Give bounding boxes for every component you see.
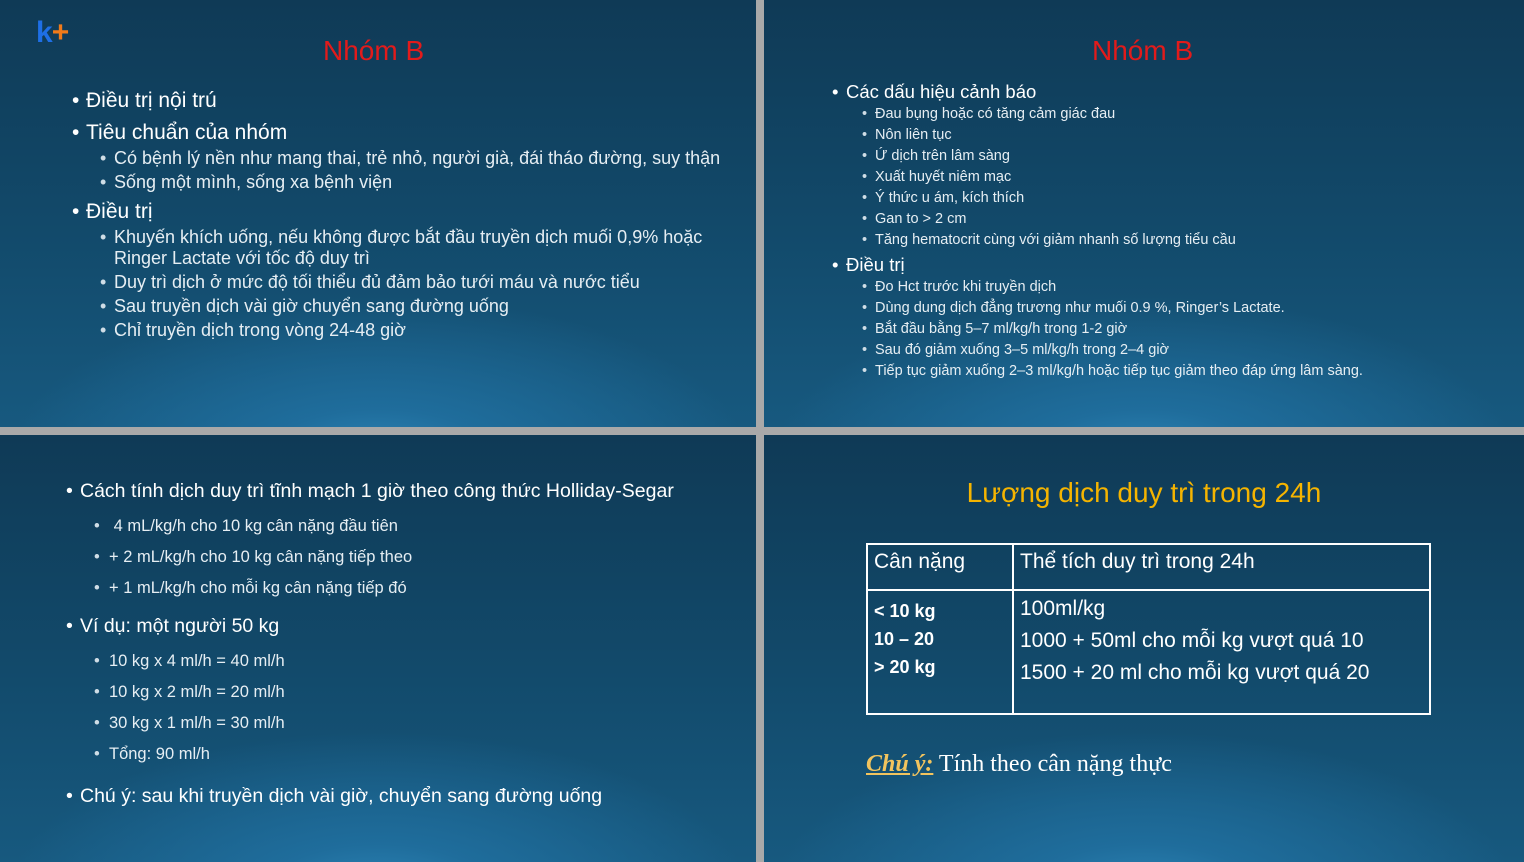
- sub-list: [875, 277, 1506, 382]
- bullet-list: [86, 88, 726, 347]
- sub-list: [114, 227, 726, 341]
- sub-list: [109, 511, 750, 604]
- weight-range: < 10 kg: [874, 601, 936, 621]
- volume-rule: 1000 + 50ml cho mỗi kg vượt quá 10: [1020, 629, 1364, 652]
- sub-item: • 10 kg x 2 ml/h = 20 ml/h: [109, 677, 750, 708]
- slide-group-b-treatment: [0, 0, 756, 427]
- weight-range: > 20 kg: [874, 657, 936, 677]
- sub-item: • Sau đó giảm xuống 3–5 ml/kg/h trong 2–4 giờ: [875, 340, 1506, 361]
- slide-holliday-segar: [0, 435, 756, 862]
- sub-list: [114, 148, 726, 193]
- bullet-list: [80, 478, 750, 809]
- slide-title: Lượng dịch duy trì trong 24h: [966, 477, 1322, 508]
- list-item: • Cách tính dịch duy trì tĩnh mạch 1 giờ theo công thức Holliday-Segar • 4 mL/kg/h cho 10 kg cân nặng đầu tiên • + 2 mL/kg/h cho 10 kg cân nặng tiếp theo • + 1 mL/kg/h cho mỗi kg cân nặng tiếp đó: [80, 478, 750, 604]
- weight-range: 10 – 20: [874, 629, 935, 649]
- list-item: • Điều trị • Khuyến khích uống, nếu không được bắt đầu truyền dịch muối 0,9% hoặc Ringer Lactate với tốc độ duy trì • Duy trì dịch ở mức độ tối thiểu đủ đảm bảo tưới máu và nước tiểu • Sau truyền dịch vài giờ chuyển sang đường uống • Chỉ truyền dịch trong vòng 24-48 giờ: [86, 199, 726, 341]
- maintenance-fluid-table: [866, 543, 1431, 715]
- sub-item: • + 1 mL/kg/h cho mỗi kg cân nặng tiếp đó: [109, 573, 750, 604]
- slide-warning-signs: [764, 0, 1524, 427]
- sub-item: • + 2 mL/kg/h cho 10 kg cân nặng tiếp theo: [109, 542, 750, 573]
- sub-item: • Sống một mình, sống xa bệnh viện: [114, 172, 726, 193]
- list-item: • Tiêu chuẩn của nhóm • Có bệnh lý nền như mang thai, trẻ nhỏ, người già, đái tháo đường, suy thận • Sống một mình, sống xa bệnh viện: [86, 120, 726, 193]
- list-item: • Điều trị nội trú: [86, 88, 726, 114]
- table-header-cell: Cân nặng: [867, 544, 1013, 590]
- table-cell-weights: [867, 590, 1013, 714]
- slide-maintenance-fluid-table: [764, 435, 1524, 862]
- sub-list: [109, 646, 750, 770]
- volume-rule: 1500 + 20 ml cho mỗi kg vượt quá 20: [1020, 661, 1370, 684]
- sub-item: • Bắt đầu bằng 5–7 ml/kg/h trong 1-2 giờ: [875, 319, 1506, 340]
- sub-item: • Ứ dịch trên lâm sàng: [875, 146, 1506, 167]
- sub-item: • Sau truyền dịch vài giờ chuyển sang đường uống: [114, 296, 726, 317]
- list-item: • Các dấu hiệu cảnh báo • Đau bụng hoặc có tăng cảm giác đau • Nôn liên tục • Ứ dịch trên lâm sàng • Xuất huyết niêm mạc • Ý thức u ám, kích thích • Gan to > 2 cm • Tăng hematocrit cùng với giảm nhanh số lượng tiểu cầu: [846, 80, 1506, 251]
- table-header-row: [867, 544, 1430, 590]
- table-cell-volumes: [1013, 590, 1430, 714]
- volume-rule: 100ml/kg: [1020, 597, 1106, 620]
- sub-item: • Ý thức u ám, kích thích: [875, 188, 1506, 209]
- sub-item: • Tổng: 90 ml/h: [109, 739, 750, 770]
- sub-item: • Có bệnh lý nền như mang thai, trẻ nhỏ, người già, đái tháo đường, suy thận: [114, 148, 726, 169]
- sub-item: • Nôn liên tục: [875, 125, 1506, 146]
- sub-item: • Chỉ truyền dịch trong vòng 24-48 giờ: [114, 320, 726, 341]
- note-label: Chú ý:: [866, 751, 934, 777]
- sub-item: • Tăng hematocrit cùng với giảm nhanh số lượng tiểu cầu: [875, 230, 1506, 251]
- sub-item: • Đau bụng hoặc có tăng cảm giác đau: [875, 104, 1506, 125]
- sub-item: • Tiếp tục giảm xuống 2–3 ml/kg/h hoặc tiếp tục giảm theo đáp ứng lâm sàng.: [875, 361, 1506, 382]
- slide-title: Nhóm B: [1092, 35, 1194, 66]
- bullet-list: [846, 80, 1506, 384]
- slide-title: Nhóm B: [323, 35, 425, 66]
- kplus-logo: k+: [36, 16, 69, 49]
- table-header-cell: Thể tích duy trì trong 24h: [1013, 544, 1430, 590]
- list-item: • Điều trị • Đo Hct trước khi truyền dịch • Dùng dung dịch đẳng trương như muối 0.9 %, Ringer’s Lactate. • Bắt đầu bằng 5–7 ml/kg/h trong 1-2 giờ • Sau đó giảm xuống 3–5 ml/kg/h trong 2–4 giờ • Tiếp tục giảm xuống 2–3 ml/kg/h hoặc tiếp tục giảm theo đáp ứng lâm sàng.: [846, 253, 1506, 382]
- sub-item: • 10 kg x 4 ml/h = 40 ml/h: [109, 646, 750, 677]
- table-row: [867, 590, 1430, 714]
- sub-item: • 30 kg x 1 ml/h = 30 ml/h: [109, 708, 750, 739]
- sub-item: • 4 mL/kg/h cho 10 kg cân nặng đầu tiên: [109, 511, 750, 542]
- sub-item: • Dùng dung dịch đẳng trương như muối 0.9 %, Ringer’s Lactate.: [875, 298, 1506, 319]
- sub-item: • Gan to > 2 cm: [875, 209, 1506, 230]
- list-item: • Ví dụ: một người 50 kg • 10 kg x 4 ml/h = 40 ml/h • 10 kg x 2 ml/h = 20 ml/h • 30 kg x 1 ml/h = 30 ml/h • Tổng: 90 ml/h: [80, 613, 750, 770]
- sub-list: [875, 104, 1506, 251]
- sub-item: • Đo Hct trước khi truyền dịch: [875, 277, 1506, 298]
- note-text: Tính theo cân nặng thực: [933, 751, 1172, 777]
- sub-item: • Duy trì dịch ở mức độ tối thiểu đủ đảm bảo tưới máu và nước tiểu: [114, 272, 726, 293]
- list-item: • Chú ý: sau khi truyền dịch vài giờ, chuyển sang đường uống: [80, 783, 750, 809]
- note: [866, 751, 1172, 778]
- sub-item: • Xuất huyết niêm mạc: [875, 167, 1506, 188]
- sub-item: • Khuyến khích uống, nếu không được bắt đầu truyền dịch muối 0,9% hoặc Ringer Lactate với tốc độ duy trì: [114, 227, 726, 269]
